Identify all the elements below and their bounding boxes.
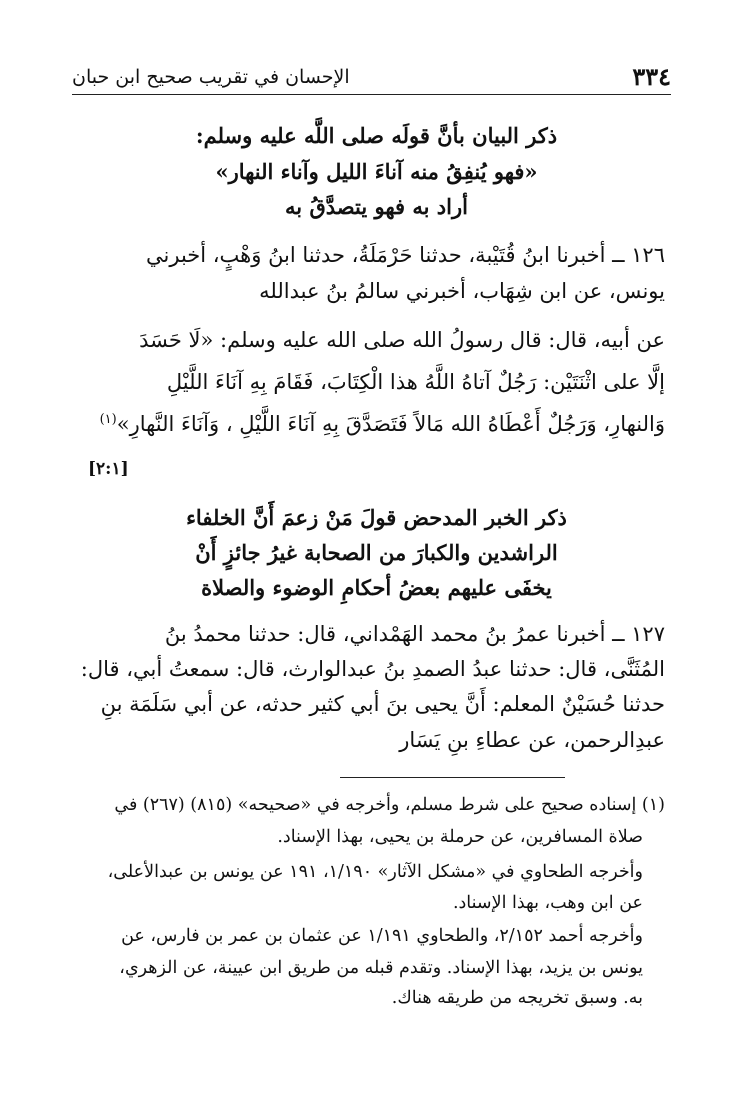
hadith-text-line: عبدِالرحمن، عن عطاءِ بنِ يَسَار [399, 728, 665, 752]
footnote-separator [340, 777, 565, 778]
classification-code: [٢:١] [88, 459, 129, 479]
page-header [72, 58, 671, 95]
page-number: ٣٣٤ [632, 62, 671, 91]
running-title: الإحسان في تقريب صحيح ابن حبان [72, 66, 350, 88]
footnote-line: عن ابن وهب، بهذا الإسناد. [452, 893, 643, 913]
section-heading-line: أراد به فهو يتصدَّقُ به [285, 194, 468, 219]
hadith-text-line: المُثَنَّى، قال: حدثنا عبدُ الصمدِ بنُ عبدالوارث، قال: سمعتُ أبي، قال: [80, 657, 665, 681]
footnote-reference: (١) [99, 412, 117, 427]
footnote-line: يونس بن يزيد، بهذا الإسناد. وتقدم قبله من طريق ابن عيينة، عن الزهري، [119, 958, 643, 978]
hadith-text-line: إلَّا على اثْنَتَيْن: رَجُلٌ آتاهُ اللَّهُ هذا الْكِتَابَ، فَقَامَ بِهِ آنَاءَ اللَّيْلِ [166, 370, 665, 394]
hadith-text-line: ١٢٦ ــ أخبرنا ابنُ قُتَيْبة، حدثنا حَرْمَلَةُ، حدثنا ابنُ وَهْبٍ، أخبرني [146, 243, 665, 267]
section-heading-line: «فهو يُنفِقُ منه آناءَ الليل وآناء النهار» [215, 159, 538, 184]
section-heading-line: الراشدين والكبارَ من الصحابة غيرُ جائزٍ أَنْ [195, 540, 558, 565]
footnote-line: وأخرجه أحمد ٢/١٥٢، والطحاوي ١/١٩١ عن عثمان بن عمر بن فارس، عن [121, 926, 643, 946]
section-heading-line: ذكر البيان بأنَّ قولَه صلى اللَّه عليه وسلم: [195, 123, 558, 148]
hadith-text: وَالنهارِ، وَرَجُلٌ أَعْطَاهُ الله مَالاً فَتَصَدَّقَ بِهِ آنَاءَ اللَّيْلِ ، وَآنَاءَ النَّهارِ» [116, 412, 665, 436]
footnote-line: صلاة المسافرين، عن حرملة بن يحيى، بهذا الإسناد. [277, 827, 643, 847]
section-heading-line: يخفَى عليهم بعضُ أحكامِ الوضوء والصلاة [201, 575, 552, 600]
hadith-text-line: ١٢٧ ــ أخبرنا عمرُ بنُ محمد الهَمْداني، قال: حدثنا محمدُ بنُ [164, 622, 665, 646]
footnote-line: وأخرجه الطحاوي في «مشكل الآثار» ١/١٩٠، ١٩١ عن يونس بن عبدالأعلى، [107, 862, 643, 882]
footnote-line: به. وسبق تخريجه من طريقه هناك. [391, 988, 643, 1008]
hadith-text-line: حدثنا حُسَيْنٌ المعلم: أَنَّ يحيى بنَ أبي كثير حدثه، عن أبي سَلَمَة بنِ [100, 692, 665, 716]
hadith-text-line [100, 412, 665, 436]
hadith-text-line: يونس، عن ابن شِهَاب، أخبرني سالمُ بنُ عبدالله [259, 279, 665, 303]
hadith-text-line: عن أبيه، قال: قال رسولُ الله صلى الله عليه وسلم: «لَا حَسَدَ [139, 328, 665, 352]
section-heading-line: ذكر الخبر المدحض قولَ مَنْ زعمَ أَنَّ الخلفاء [186, 505, 567, 530]
footnote-line: (١) إسناده صحيح على شرط مسلم، وأخرجه في «صحيحه» (٨١٥) (٢٦٧) في [114, 795, 665, 815]
